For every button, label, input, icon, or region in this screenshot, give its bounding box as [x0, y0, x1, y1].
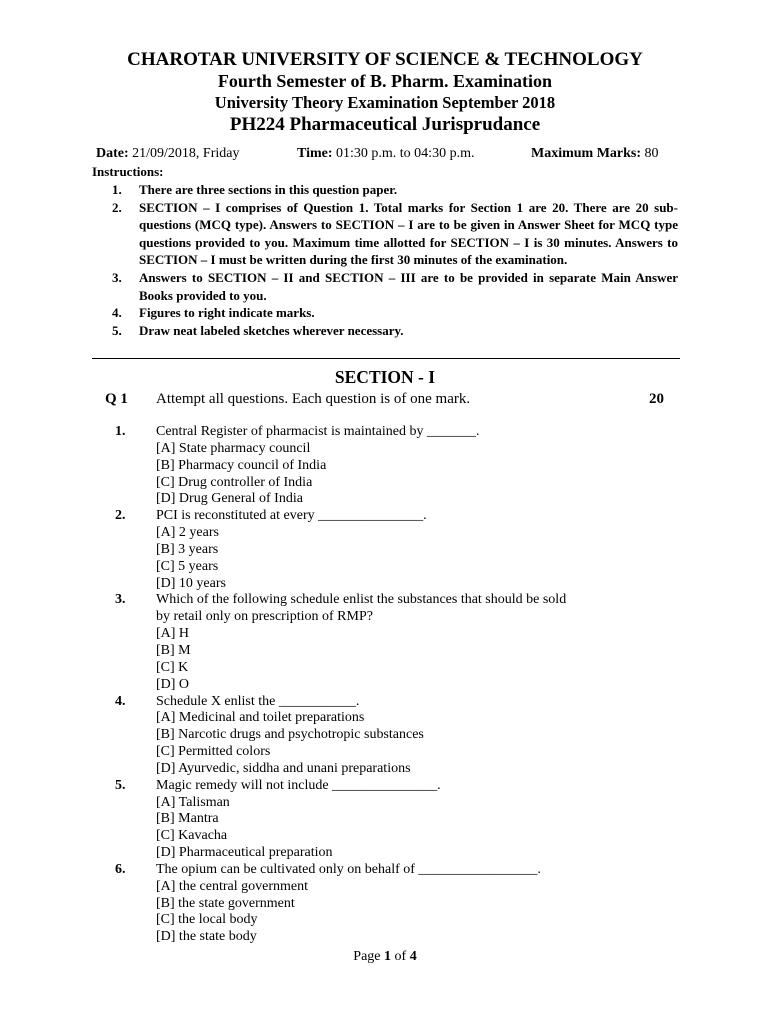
- question-body: [156, 694, 675, 778]
- question-instruction: Attempt all questions. Each question is of one mark.: [156, 391, 471, 407]
- answer-option: [B] M: [156, 642, 191, 658]
- instruction-text: Answers to SECTION – II and SECTION – III are to be provided in separate Main Answer Books provided to you.: [139, 269, 678, 303]
- time-label: Time:: [297, 146, 333, 161]
- instruction-item: [112, 199, 678, 269]
- answer-option: [C] the local body: [156, 912, 258, 928]
- instruction-text: Figures to right indicate marks.: [139, 305, 315, 321]
- exam-title: University Theory Examination September 2018: [214, 93, 556, 112]
- university-title: CHAROTAR UNIVERSITY OF SCIENCE & TECHNOLOGY: [127, 49, 643, 70]
- mcq-question: [115, 778, 675, 862]
- question-text: Schedule X enlist the ___________.: [156, 693, 360, 709]
- marks-label: Maximum Marks:: [531, 146, 642, 161]
- question-label: Q 1: [105, 391, 128, 407]
- answer-option: [B] Pharmacy council of India: [156, 457, 327, 473]
- subject-title: PH224 Pharmaceutical Jurisprudance: [229, 114, 541, 135]
- instruction-text: Draw neat labeled sketches wherever necessary.: [139, 322, 404, 338]
- question-text: Central Register of pharmacist is maintained by _______.: [156, 424, 480, 439]
- question-body: [156, 508, 675, 592]
- instruction-text: There are three sections in this question paper.: [139, 182, 398, 197]
- page-total: 4: [409, 949, 417, 964]
- instruction-number: 4.: [112, 305, 122, 321]
- semester-title: Fourth Semester of B. Pharm. Examination: [217, 71, 553, 91]
- answer-option: [D] Drug General of India: [156, 491, 303, 507]
- exam-date: [96, 146, 240, 162]
- question-body: [156, 778, 675, 862]
- answer-option: [B] 3 years: [156, 541, 219, 557]
- answer-option: [A] Medicinal and toilet preparations: [156, 710, 365, 726]
- instruction-number: 5.: [112, 322, 122, 338]
- question-number: 2.: [115, 508, 126, 524]
- question-text: PCI is reconstituted at every _______________.: [156, 508, 427, 524]
- instruction-item: [112, 181, 678, 199]
- answer-option: [A] the central government: [156, 878, 308, 894]
- answer-option: [A] H: [156, 626, 190, 642]
- answer-option: [A] 2 years: [156, 525, 219, 541]
- page-footer: [0, 949, 770, 965]
- instruction-number: 1.: [112, 182, 122, 197]
- instruction-item: [112, 269, 678, 304]
- question-text: by retail only on prescription of RMP?: [156, 609, 373, 625]
- answer-option: [D] 10 years: [156, 575, 226, 591]
- mcq-question: [115, 694, 675, 778]
- instructions-title: Instructions:: [92, 164, 164, 179]
- answer-option: [B] Mantra: [156, 811, 219, 827]
- question-number: 4.: [115, 693, 126, 709]
- mcq-question: [115, 424, 675, 508]
- date-label: Date:: [96, 146, 129, 161]
- instruction-item: [112, 304, 678, 322]
- question-body: [156, 862, 675, 946]
- answer-option: [C] Kavacha: [156, 828, 228, 844]
- mcq-question: [115, 592, 675, 693]
- marks-value: 80: [641, 146, 659, 161]
- question-number: 5.: [115, 777, 126, 793]
- mcq-question: [115, 508, 675, 592]
- exam-time: [297, 146, 474, 162]
- time-value: 01:30 p.m. to 04:30 p.m.: [332, 146, 475, 161]
- answer-option: [D] Ayurvedic, siddha and unani preparations: [156, 760, 411, 776]
- answer-option: [D] Pharmaceutical preparation: [156, 845, 333, 861]
- question-text: The opium can be cultivated only on behalf of _________________.: [156, 861, 541, 877]
- question-text: Which of the following schedule enlist the substances that should be sold: [156, 592, 567, 608]
- instruction-number: 3.: [112, 269, 122, 285]
- answer-option: [B] Narcotic drugs and psychotropic substances: [156, 727, 424, 743]
- instruction-item: [112, 322, 678, 340]
- of-word: of: [391, 949, 410, 964]
- question-body: [156, 592, 675, 693]
- question-marks: 20: [649, 391, 664, 407]
- question-number: 1.: [115, 424, 126, 439]
- question-number: 6.: [115, 861, 126, 877]
- question-text: Magic remedy will not include _______________.: [156, 777, 441, 793]
- answer-option: [C] Permitted colors: [156, 744, 271, 760]
- answer-option: [A] State pharmacy council: [156, 440, 311, 456]
- question-body: [156, 424, 675, 508]
- date-value: 21/09/2018, Friday: [128, 146, 240, 161]
- answer-option: [B] the state government: [156, 895, 295, 911]
- horizontal-divider: [92, 358, 680, 359]
- instruction-number: 2.: [112, 199, 122, 215]
- instructions-list: [112, 181, 678, 339]
- maximum-marks: [531, 146, 659, 162]
- answer-option: [A] Talisman: [156, 794, 230, 810]
- section-title: SECTION - I: [334, 367, 436, 387]
- page-number: 1: [384, 949, 392, 964]
- answer-option: [C] Drug controller of India: [156, 474, 313, 490]
- page-word: Page: [353, 949, 385, 964]
- answer-option: [D] O: [156, 676, 190, 692]
- mcq-question: [115, 862, 675, 946]
- answer-option: [C] K: [156, 659, 189, 675]
- instruction-text: SECTION – I comprises of Question 1. Total marks for Section 1 are 20. There are 20 sub-questions (MCQ type). Answers to SECTION – I are to be given in Answer Sheet for MCQ type questions provided to you. Maximum time allotted for SECTION – I is 30 minutes. Answers to SECTION – I must be written during the first 30 minutes of the examination.: [139, 199, 678, 268]
- question-number: 3.: [115, 592, 126, 608]
- answer-option: [D] the state body: [156, 929, 257, 945]
- answer-option: [C] 5 years: [156, 558, 219, 574]
- questions-list: [115, 424, 675, 946]
